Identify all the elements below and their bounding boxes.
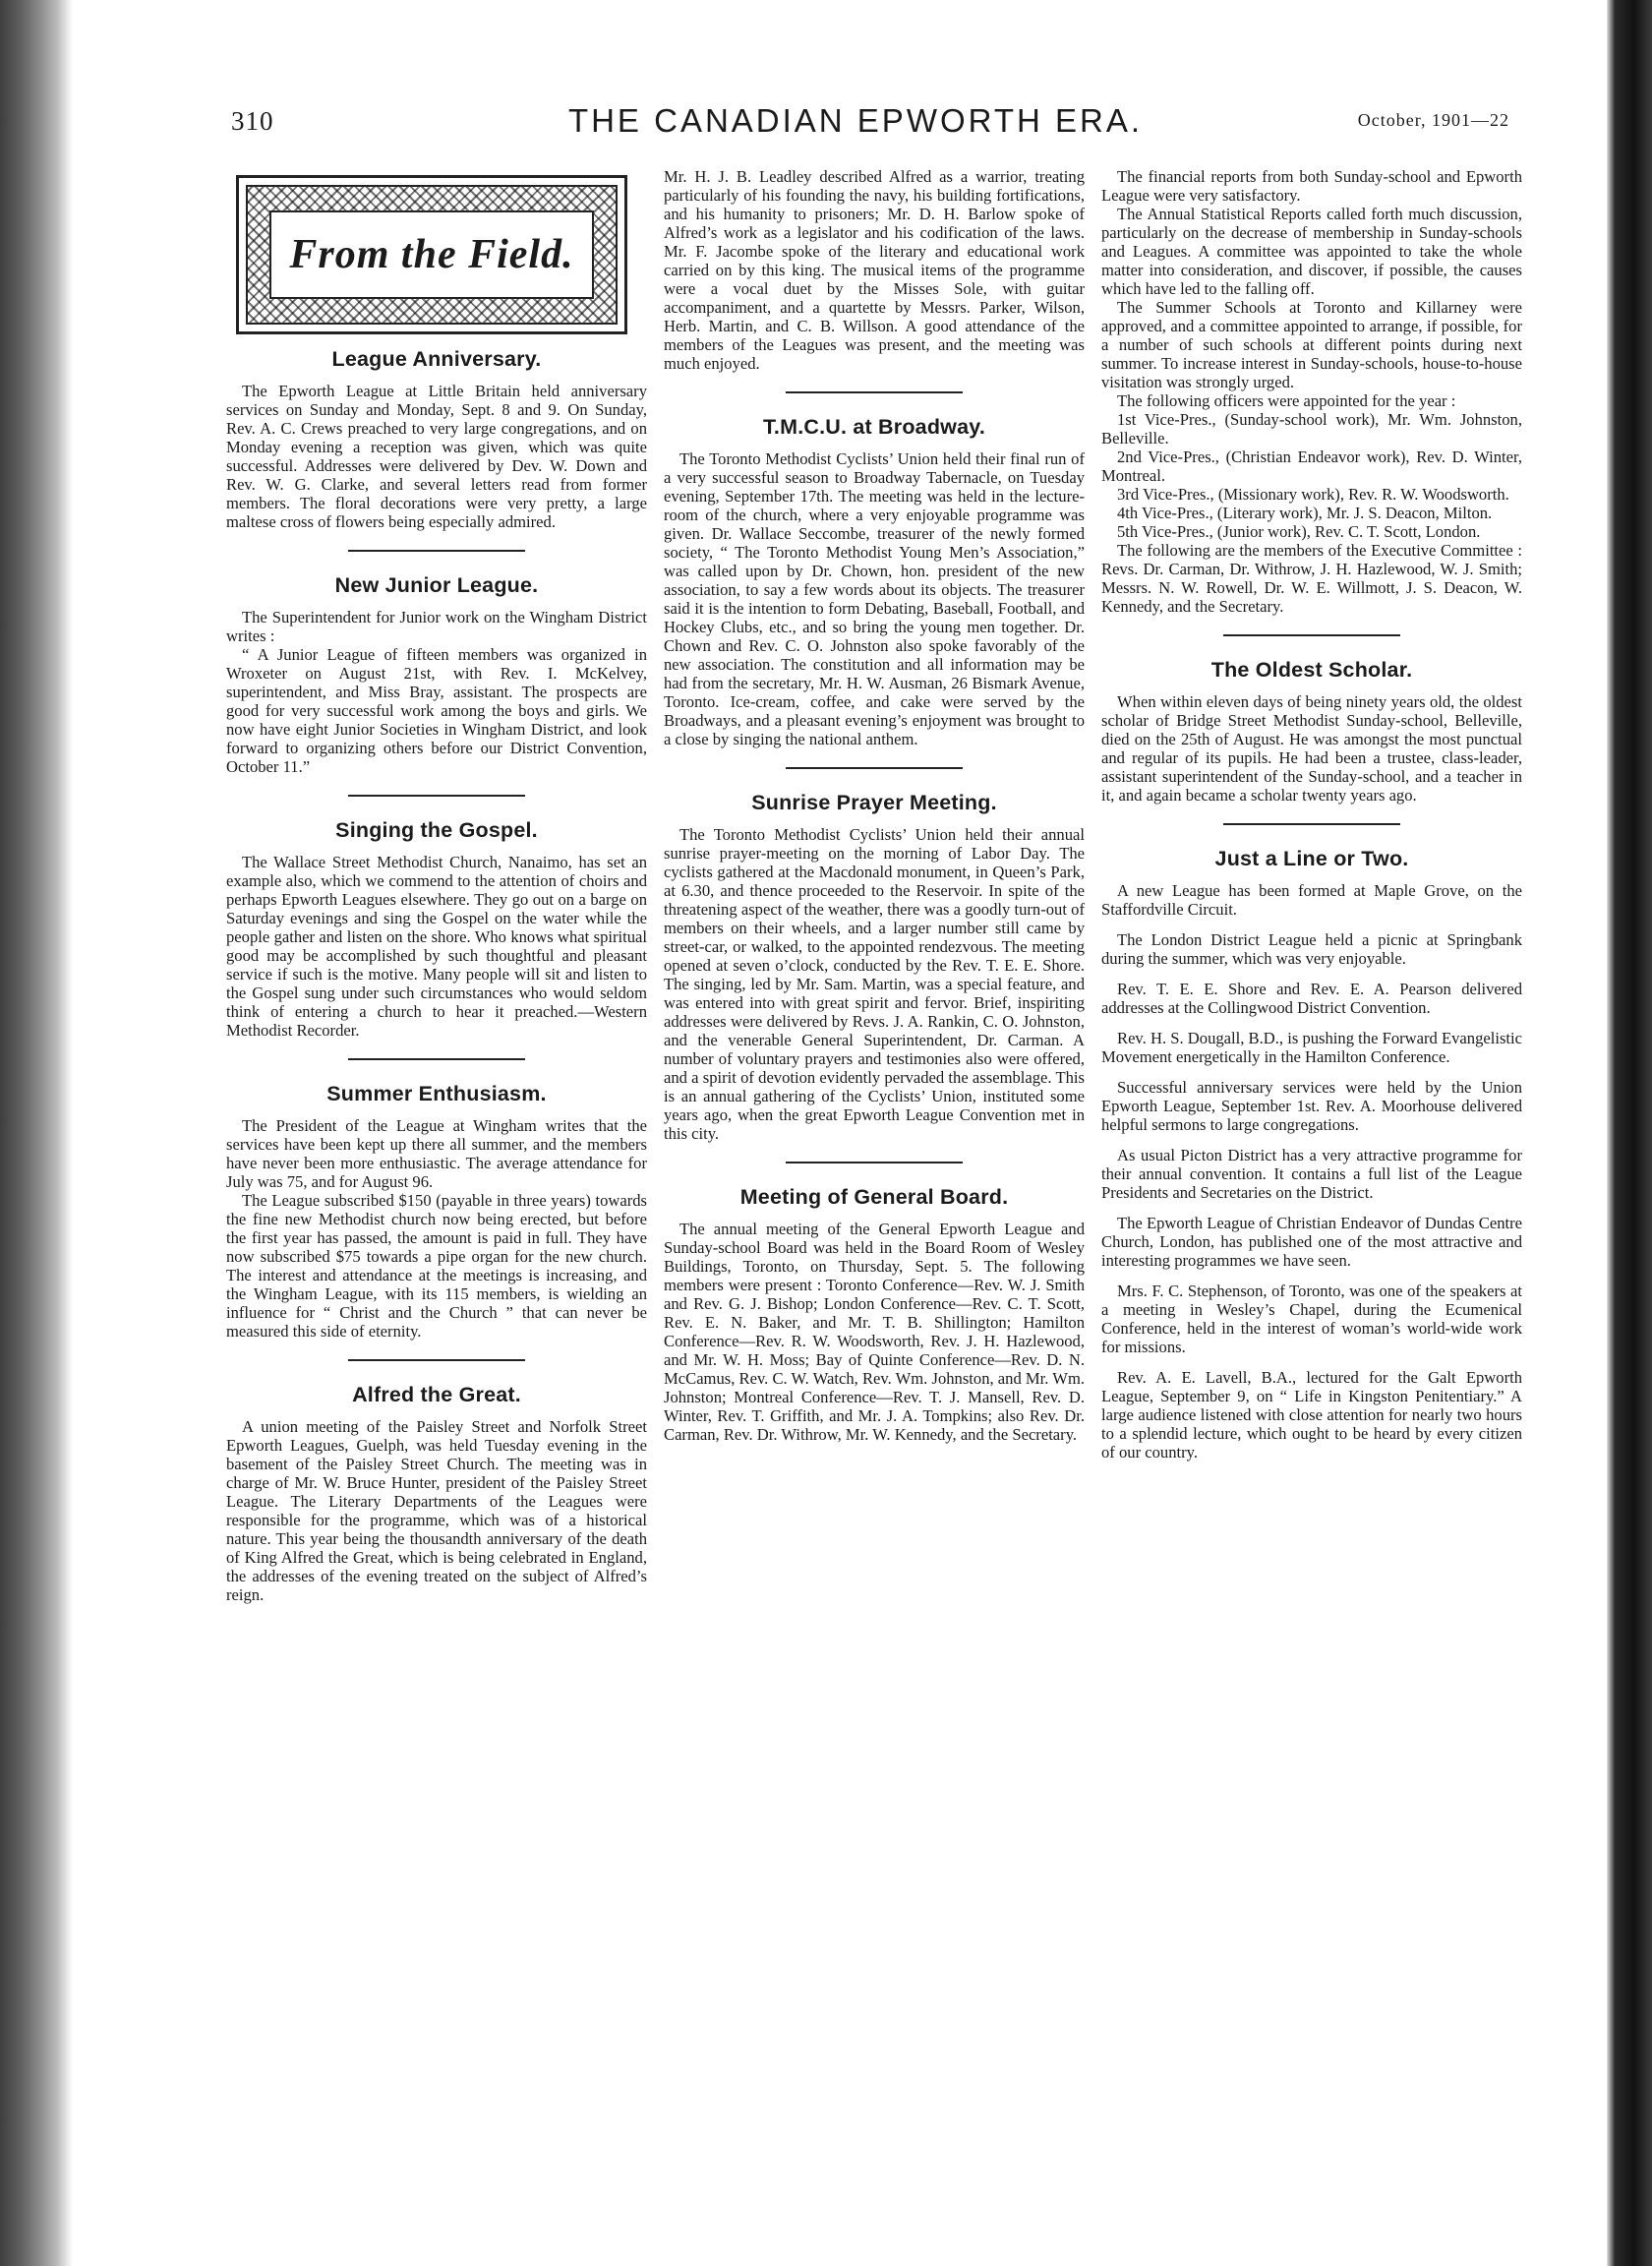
article-body-alfred-the-great-2: Mr. H. J. B. Leadley described Alfred as a warrior, treating particularly of his founding the navy, his building fortifications, and his humanity to prisoners; Mr. D. H. Barlow spoke of Alfred’s work as a legislator and his codification of the laws. Mr. F. Jacombe spoke of the literary and educational work carried on by this king. The musical items of the programme were a vocal duet by the Misses Sole, with guitar accompaniment, and a quartette by Messrs. Parker, Wilson, Herb. Martin, and C. B. Willson. A good attendance of the members of the Leagues was present, and the meeting was much enjoyed. <box>664 167 1085 373</box>
article-title-alfred-the-great: Alfred the Great. <box>352 1383 521 1406</box>
article-body-general-board-4: The Summer Schools at Toronto and Killarney were approved, and a committee appointed to arrange, if possible, for a number of such schools at different points during next summer. To increase interest in Sunday-schools, house-to-house visitation was strongly urged. <box>1101 298 1522 391</box>
article-title-just-a-line: Just a Line or Two. <box>1214 847 1409 870</box>
news-item: Rev. H. S. Dougall, B.D., is pushing the Forward Evangelistic Movement energetically in the Hamilton Conference. <box>1101 1029 1522 1066</box>
officer-entry: 3rd Vice-Pres., (Missionary work), Rev. R. W. Woodsworth. <box>1117 485 1509 504</box>
article-title-sunrise-prayer-meeting: Sunrise Prayer Meeting. <box>751 791 997 814</box>
news-item: Successful anniversary services were held by the Union Epworth League, September 1st. Rev. A. Moorhouse delivered helpful sermons to large congregations. <box>1101 1078 1522 1134</box>
article-body-summer-enthusiasm-2: The League subscribed $150 (payable in three years) towards the fine new Methodist church now being erected, but before the first year has passed, the amount is paid in full. They have now subscribed $75 towards a pipe organ for the new church. The interest and attendance at the meetings is increasing, and the Wingham League, with its 115 members, is wielding an influence for “ Christ and the Church ” that can never be measured this side of eternity. <box>226 1191 647 1341</box>
article-divider <box>348 1058 525 1060</box>
section-masthead <box>236 175 627 334</box>
article-body-general-board-5: The following officers were appointed for the year : <box>1117 391 1456 410</box>
article-divider <box>786 391 963 393</box>
page-number: 310 <box>231 106 274 136</box>
article-body-alfred-the-great-1: A union meeting of the Paisley Street and Norfolk Street Epworth Leagues, Guelph, was held Tuesday evening in the basement of the Paisley Street Church. The meeting was in charge of Mr. W. Bruce Hunter, president of the Paisley Street League. The Literary Departments of the Leagues were responsible for the programme, which was of a historical nature. This year being the thousandth anniversary of the death of King Alfred the Great, which is being celebrated in England, the addresses of the evening treated on the subject of Alfred’s reign. <box>226 1417 647 1604</box>
column-2 <box>664 167 1085 1444</box>
news-item: A new League has been formed at Maple Grove, on the Staffordville Circuit. <box>1101 881 1522 919</box>
article-title-singing-the-gospel: Singing the Gospel. <box>335 818 538 842</box>
article-title-tmcu-broadway: T.M.C.U. at Broadway. <box>762 415 985 439</box>
article-body-tmcu-broadway: The Toronto Methodist Cyclists’ Union held their final run of a very successful season to Broadway Tabernacle, on Tuesday evening, September 17th. The meeting was held in the lecture-room of the church, where a very enjoyable programme was given. Dr. Wallace Seccombe, treasurer of the newly formed society, “ The Toronto Methodist Young Men’s Association,” was called upon by Dr. Chown, hon. president of the new association, to say a few words about its objects. The treasurer said it is the intention to form Debating, Baseball, Football, and Hockey Clubs, etc., and so bring the young men together. Dr. Chown and Rev. C. O. Johnston also spoke favorably of the new association. The constitution and all information may be had from the secretary, Mr. H. W. Ausman, 26 Bismark Avenue, Toronto. Ice-cream, coffee, and cake were served by the Broadways, and a pleasant evening’s enjoyment was brought to a close by singing the national anthem. <box>664 449 1085 748</box>
column-1 <box>226 167 647 1604</box>
officer-entry: 1st Vice-Pres., (Sunday-school work), Mr. Wm. Johnston, Belleville. <box>1101 410 1522 447</box>
article-body-sunrise-prayer-meeting: The Toronto Methodist Cyclists’ Union held their annual sunrise prayer-meeting on the morning of Labor Day. The cyclists gathered at the Macdonald monument, in Queen’s Park, at 6.30, and thence proceeded to the Reservoir. In spite of the threatening aspect of the weather, there was a goodly turn-out of members on their wheels, and a larger number still came by street-car, or walked, to the appointed rendezvous. The meeting opened at seven o’clock, conducted by the Rev. T. E. E. Shore. The singing, led by Mr. Sam. Martin, was a special feature, and was entered into with great spirit and fervor. Brief, inspiriting addresses were delivered by Revs. J. A. Rankin, C. O. Johnston, and the venerable General Superintendent, Dr. Carman. A number of voluntary prayers and testimonies also were offered, and a spirit of devotion evidently pervaded the assemblage. This is an annual gathering of the Cyclists’ Union, instituted some years ago, when the great Epworth League Convention met in this city. <box>664 825 1085 1143</box>
news-item: Rev. T. E. E. Shore and Rev. E. A. Pearson delivered addresses at the Collingwood District Convention. <box>1101 980 1522 1017</box>
article-title-new-junior-league: New Junior League. <box>334 573 539 597</box>
news-item: Rev. A. E. Lavell, B.A., lectured for the Galt Epworth League, September 9, on “ Life in Kingston Penitentiary.” A large audience listened with close attention for nearly two hours to a splendid lecture, which ought to be heard by every citizen of our country. <box>1101 1368 1522 1461</box>
journal-title: THE CANADIAN EPWORTH ERA. <box>567 102 1144 139</box>
officer-entry: 4th Vice-Pres., (Literary work), Mr. J. S. Deacon, Milton. <box>1117 504 1493 522</box>
article-body-general-board-6: The following are the members of the Executive Committee : Revs. Dr. Carman, Dr. Withrow, J. H. Hazlewood, W. J. Smith; Messrs. N. W. Rowell, Dr. W. E. Willmott, J. S. Deacon, W. Kennedy, and the Secretary. <box>1101 541 1522 616</box>
article-divider <box>1223 634 1400 636</box>
article-body-general-board-1: The annual meeting of the General Epworth League and Sunday-school Board was held in the Board Room of Wesley Buildings, Toronto, on Thursday, Sept. 5. The following members were present : Toronto Conference—Rev. W. J. Smith and Rev. G. J. Bishop; London Conference—Rev. C. T. Scott, Rev. E. N. Baker, and Mr. T. B. Shillington; Hamilton Conference—Rev. R. W. Woodsworth, Rev. J. H. Hazlewood, and Mr. W. H. Moss; Bay of Quinte Conference—Rev. D. N. McCamus, Rev. C. W. Watch, Rev. Wm. Johnston, and Mr. Wm. Johnston; Montreal Conference—Rev. T. J. Mansell, Rev. D. Winter, Rev. T. Griffith, and Mr. J. A. Tompkins; also Rev. Dr. Carman, Rev. Dr. Withrow, Mr. W. Kennedy, and the Secretary. <box>664 1220 1085 1444</box>
page-header <box>202 102 1509 149</box>
article-body-singing-the-gospel: The Wallace Street Methodist Church, Nanaimo, has set an example also, which we commend to the attention of choirs and perhaps Epworth Leagues elsewhere. They go out on a barge on Saturday evenings and sing the Gospel on the water while the people gather and listen on the shore. Who knows what spiritual good may be accomplished by such thoughtful and pleasant service if such is the motive. Many people will sit and listen to the Gospel sung under such circumstances who would seldom think of entering a church to hear it preached.—Western Methodist Recorder. <box>226 853 647 1040</box>
article-divider <box>1223 823 1400 825</box>
column-3 <box>1101 167 1522 1461</box>
officer-entry: 5th Vice-Pres., (Junior work), Rev. C. T. Scott, London. <box>1117 522 1481 541</box>
article-body-general-board-2: The financial reports from both Sunday-school and Epworth League were very satisfactory. <box>1101 167 1522 205</box>
article-divider <box>348 550 525 552</box>
book-edge <box>1607 0 1652 2266</box>
article-body-league-anniversary: The Epworth League at Little Britain held anniversary services on Sunday and Monday, Sept. 8 and 9. On Sunday, Rev. A. C. Crews preached to very large congregations, and on Monday evening a reception was given, which was quite successful. Addresses were delivered by Dev. W. Down and Rev. W. G. Clarke, and several letters read from former members. The floral decorations were very pretty, a large maltese cross of flowers being especially admired. <box>226 382 647 531</box>
page-binding-shadow <box>0 0 73 2266</box>
article-quote-new-junior-league: “ A Junior League of fifteen members was organized in Wroxeter on August 21st, with Rev. I. McKelvey, superintendent, and Miss Bray, assistant. The prospects are good for very successful work among the boys and girls. We now have eight Junior Societies in Wingham District, and look forward to organizing others before our District Convention, October 11.” <box>226 645 647 776</box>
article-body-oldest-scholar: When within eleven days of being ninety years old, the oldest scholar of Bridge Street Methodist Sunday-school, Belleville, died on the 25th of August. He was amongst the most punctual and regular of its pupils. He had been a trustee, class-leader, assistant superintendent of the Sunday-school, and a teacher in it, and again became a scholar twenty years ago. <box>1101 692 1522 805</box>
news-item: Mrs. F. C. Stephenson, of Toronto, was one of the speakers at a meeting in Wesley’s Chapel, during the Ecumenical Conference, held in the interest of woman’s world-wide work for missions. <box>1101 1282 1522 1356</box>
article-title-general-board: Meeting of General Board. <box>739 1185 1009 1209</box>
ornamental-border <box>246 185 618 325</box>
article-body-summer-enthusiasm-1: The President of the League at Wingham writes that the services have been kept up there all summer, and the members have never been more enthusiastic. The average attendance for July was 75, and for August 96. <box>226 1116 647 1191</box>
news-item: The Epworth League of Christian Endeavor of Dundas Centre Church, London, has published one of the most attractive and interesting programmes we have seen. <box>1101 1214 1522 1270</box>
article-title-league-anniversary: League Anniversary. <box>331 347 542 371</box>
article-intro-new-junior-league: The Superintendent for Junior work on the Wingham District writes : <box>226 608 647 645</box>
article-title-oldest-scholar: The Oldest Scholar. <box>1210 658 1413 682</box>
news-item: As usual Picton District has a very attractive programme for their annual convention. It contains a full list of the League Presidents and Secretaries on the District. <box>1101 1146 1522 1202</box>
article-divider <box>786 1162 963 1163</box>
article-divider <box>786 767 963 769</box>
section-title: From the Field. <box>289 232 574 277</box>
officer-entry: 2nd Vice-Pres., (Christian Endeavor work), Rev. D. Winter, Montreal. <box>1101 447 1522 485</box>
article-divider <box>348 795 525 797</box>
news-item: The London District League held a picnic at Springbank during the summer, which was very enjoyable. <box>1101 930 1522 968</box>
article-body-general-board-3: The Annual Statistical Reports called forth much discussion, particularly on the decrease of membership in Sunday-schools and Leagues. A committee was appointed to take the whole matter into consideration, and discover, if possible, the causes which have led to the falling off. <box>1101 205 1522 298</box>
article-divider <box>348 1359 525 1361</box>
issue-date: October, 1901—22 <box>1357 110 1509 130</box>
article-title-summer-enthusiasm: Summer Enthusiasm. <box>326 1082 547 1105</box>
